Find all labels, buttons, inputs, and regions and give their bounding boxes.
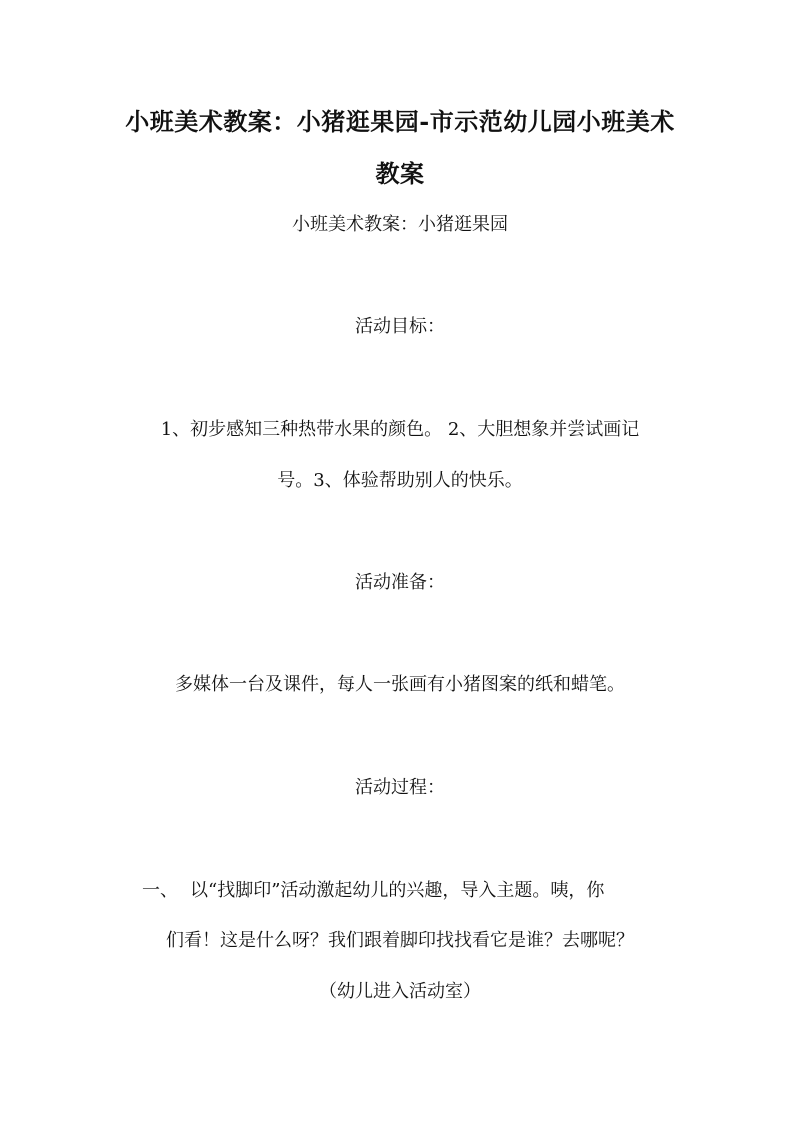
step-1-marker: 一、 [142, 880, 178, 901]
document-subtitle: 小班美术教案：小猪逛果园 [292, 214, 508, 235]
process-heading: 活动过程： [355, 777, 445, 798]
document-title-line-2: 教案 [375, 159, 425, 188]
step-1-text-line-2: 们看！这是什么呀？我们跟着脚印找找看它是谁？去哪呢？ [166, 930, 634, 951]
document-title-line-1: 小班美术教案：小猪逛果园-市示范幼儿园小班美术 [125, 107, 675, 136]
goals-heading: 活动目标： [355, 316, 445, 337]
prep-heading: 活动准备： [355, 572, 445, 593]
goals-text-line-2: 号。3、体验帮助别人的快乐。 [277, 470, 523, 491]
prep-text: 多媒体一台及课件，每人一张画有小猪图案的纸和蜡笔。 [175, 674, 625, 695]
step-1-text-line-3: （幼儿进入活动室） [319, 981, 481, 1002]
goals-text-line-1: 1、初步感知三种热带水果的颜色。 2、大胆想象并尝试画记 [160, 419, 640, 440]
step-1-text-line-1: 以“找脚印”活动激起幼儿的兴趣，导入主题。咦，你 [190, 880, 605, 901]
